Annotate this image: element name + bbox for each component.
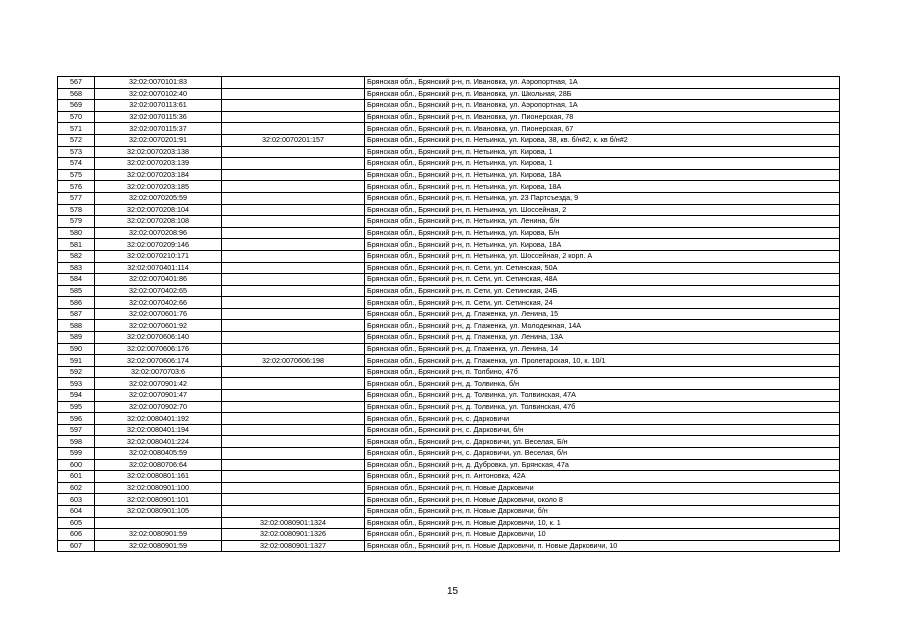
cadastral-number-cell: 32:02:0070113:61 [95,100,222,112]
row-number-cell: 594 [58,390,95,402]
table-row [58,471,840,483]
table-row [58,216,840,228]
cadastral-number-cell: 32:02:0070703:6 [95,366,222,378]
building-cadastral-number-cell [222,459,365,471]
address-cell: Брянская обл., Брянский р-н, п. Ивановка, ул. Аэропортная, 1А [365,100,840,112]
cadastral-number-cell: 32:02:0070209:146 [95,239,222,251]
table-row [58,297,840,309]
table-row [58,355,840,367]
row-number-cell: 591 [58,355,95,367]
row-number-cell: 606 [58,529,95,541]
table-row [58,250,840,262]
address-cell: Брянская обл., Брянский р-н, д. Глаженка, ул. Пролетарская, 10, к. 10/1 [365,355,840,367]
cadastral-number-cell: 32:02:0070101:83 [95,77,222,89]
table-row [58,320,840,332]
cadastral-number-cell: 32:02:0070901:47 [95,390,222,402]
row-number-cell: 593 [58,378,95,390]
building-cadastral-number-cell [222,494,365,506]
table-row [58,517,840,529]
address-cell: Брянская обл., Брянский р-н, п. Ивановка, ул. Пионерская, 67 [365,123,840,135]
address-cell: Брянская обл., Брянский р-н, п. Сети, ул. Сетинская, 24Б [365,285,840,297]
table-row [58,146,840,158]
row-number-cell: 584 [58,274,95,286]
cadastral-number-cell: 32:02:0070208:104 [95,204,222,216]
cadastral-number-cell: 32:02:0070102:40 [95,88,222,100]
cadastral-number-cell: 32:02:0070402:65 [95,285,222,297]
table-row [58,308,840,320]
row-number-cell: 569 [58,100,95,112]
row-number-cell: 588 [58,320,95,332]
row-number-cell: 573 [58,146,95,158]
cadastral-number-cell: 32:02:0080401:224 [95,436,222,448]
address-cell: Брянская обл., Брянский р-н, д. Толвинка, б/н [365,378,840,390]
table-row [58,123,840,135]
row-number-cell: 581 [58,239,95,251]
table-row [58,285,840,297]
cadastral-number-cell: 32:02:0070901:42 [95,378,222,390]
address-cell: Брянская обл., Брянский р-н, п. Нетьинка, ул. Кирова, 18А [365,169,840,181]
row-number-cell: 579 [58,216,95,228]
address-cell: Брянская обл., Брянский р-н, п. Нетьинка, ул. Кирова, 18А [365,181,840,193]
cadastral-number-cell: 32:02:0070601:76 [95,308,222,320]
building-cadastral-number-cell [222,169,365,181]
cadastral-number-cell: 32:02:0080706:64 [95,459,222,471]
cadastral-number-cell: 32:02:0070203:139 [95,158,222,170]
table-row [58,134,840,146]
row-number-cell: 583 [58,262,95,274]
table-row [58,366,840,378]
row-number-cell: 577 [58,192,95,204]
row-number-cell: 607 [58,540,95,552]
building-cadastral-number-cell [222,158,365,170]
row-number-cell: 602 [58,482,95,494]
building-cadastral-number-cell: 32:02:0070201:157 [222,134,365,146]
building-cadastral-number-cell [222,111,365,123]
cadastral-number-cell: 32:02:0080901:100 [95,482,222,494]
building-cadastral-number-cell [222,436,365,448]
cadastral-number-cell: 32:02:0070210:171 [95,250,222,262]
address-cell: Брянская обл., Брянский р-н, с. Дарковичи, ул. Веселая, б/н [365,448,840,460]
row-number-cell: 605 [58,517,95,529]
cadastral-number-cell: 32:02:0080405:59 [95,448,222,460]
address-cell: Брянская обл., Брянский р-н, д. Дубровка, ул. Брянская, 47а [365,459,840,471]
property-register-table [57,76,840,552]
row-number-cell: 592 [58,366,95,378]
row-number-cell: 590 [58,343,95,355]
building-cadastral-number-cell [222,204,365,216]
table-row [58,540,840,552]
table-body [58,77,840,552]
cadastral-number-cell: 32:02:0080901:59 [95,529,222,541]
table-row [58,459,840,471]
address-cell: Брянская обл., Брянский р-н, п. Нетьинка, ул. Кирова, 1 [365,158,840,170]
address-cell: Брянская обл., Брянский р-н, п. Ивановка, ул. Школьная, 28Б [365,88,840,100]
address-cell: Брянская обл., Брянский р-н, д. Толвинка, ул. Толвинская, 47б [365,401,840,413]
building-cadastral-number-cell [222,424,365,436]
building-cadastral-number-cell [222,192,365,204]
cadastral-number-cell: 32:02:0070606:176 [95,343,222,355]
row-number-cell: 578 [58,204,95,216]
cadastral-number-cell: 32:02:0070606:140 [95,332,222,344]
cadastral-number-cell: 32:02:0070115:36 [95,111,222,123]
cadastral-number-cell: 32:02:0070203:138 [95,146,222,158]
table-row [58,111,840,123]
row-number-cell: 571 [58,123,95,135]
address-cell: Брянская обл., Брянский р-н, п. Новые Дарковичи, б/н [365,505,840,517]
building-cadastral-number-cell [222,146,365,158]
table-row [58,332,840,344]
building-cadastral-number-cell [222,239,365,251]
table-row [58,436,840,448]
cadastral-number-cell: 32:02:0070203:184 [95,169,222,181]
row-number-cell: 585 [58,285,95,297]
address-cell: Брянская обл., Брянский р-н, п. Нетьинка, ул. Кирова, 1 [365,146,840,158]
address-cell: Брянская обл., Брянский р-н, с. Дарковичи, б/н [365,424,840,436]
row-number-cell: 567 [58,77,95,89]
address-cell: Брянская обл., Брянский р-н, п. Нетьинка, ул. Шоссейная, 2 корп. А [365,250,840,262]
table-row [58,204,840,216]
row-number-cell: 568 [58,88,95,100]
address-cell: Брянская обл., Брянский р-н, д. Глаженка, ул. Ленина, 14 [365,343,840,355]
address-cell: Брянская обл., Брянский р-н, п. Ивановка, ул. Пионерская, 78 [365,111,840,123]
table-row [58,88,840,100]
building-cadastral-number-cell [222,390,365,402]
row-number-cell: 598 [58,436,95,448]
address-cell: Брянская обл., Брянский р-н, с. Дарковичи [365,413,840,425]
building-cadastral-number-cell [222,471,365,483]
table-row [58,343,840,355]
building-cadastral-number-cell [222,343,365,355]
row-number-cell: 595 [58,401,95,413]
table-row [58,227,840,239]
address-cell: Брянская обл., Брянский р-н, п. Ивановка, ул. Аэропортная, 1А [365,77,840,89]
row-number-cell: 586 [58,297,95,309]
table-row [58,494,840,506]
building-cadastral-number-cell [222,482,365,494]
building-cadastral-number-cell: 32:02:0070606:198 [222,355,365,367]
address-cell: Брянская обл., Брянский р-н, п. Нетьинка, ул. Шоссейная, 2 [365,204,840,216]
cadastral-number-cell: 32:02:0070205:59 [95,192,222,204]
address-cell: Брянская обл., Брянский р-н, п. Новые Дарковичи, 10 [365,529,840,541]
cadastral-number-cell: 32:02:0080801:161 [95,471,222,483]
cadastral-number-cell: 32:02:0070203:185 [95,181,222,193]
address-cell: Брянская обл., Брянский р-н, д. Глаженка, ул. Ленина, 15 [365,308,840,320]
table-row [58,448,840,460]
row-number-cell: 589 [58,332,95,344]
table-row [58,158,840,170]
cadastral-number-cell: 32:02:0080401:192 [95,413,222,425]
cadastral-number-cell: 32:02:0070902:70 [95,401,222,413]
address-cell: Брянская обл., Брянский р-н, п. Нетьинка, ул. Кирова, 18А [365,239,840,251]
building-cadastral-number-cell [222,274,365,286]
table-row [58,262,840,274]
building-cadastral-number-cell [222,285,365,297]
row-number-cell: 599 [58,448,95,460]
row-number-cell: 601 [58,471,95,483]
address-cell: Брянская обл., Брянский р-н, п. Нетьинка, ул. 23 Партсъезда, 9 [365,192,840,204]
row-number-cell: 582 [58,250,95,262]
address-cell: Брянская обл., Брянский р-н, п. Новые Дарковичи, 10, к. 1 [365,517,840,529]
row-number-cell: 604 [58,505,95,517]
building-cadastral-number-cell [222,262,365,274]
row-number-cell: 575 [58,169,95,181]
building-cadastral-number-cell [222,100,365,112]
cadastral-number-cell [95,517,222,529]
row-number-cell: 572 [58,134,95,146]
building-cadastral-number-cell [222,181,365,193]
address-cell: Брянская обл., Брянский р-н, п. Нетьинка, ул. Кирова, Б/н [365,227,840,239]
building-cadastral-number-cell: 32:02:0080901:1327 [222,540,365,552]
building-cadastral-number-cell [222,88,365,100]
row-number-cell: 580 [58,227,95,239]
building-cadastral-number-cell [222,448,365,460]
table-row [58,192,840,204]
table-row [58,100,840,112]
address-cell: Брянская обл., Брянский р-н, п. Нетьинка, ул. Кирова, 38, кв. б/н#2, к. кв б/н#2 [365,134,840,146]
cadastral-number-cell: 32:02:0070208:96 [95,227,222,239]
building-cadastral-number-cell [222,413,365,425]
building-cadastral-number-cell [222,505,365,517]
address-cell: Брянская обл., Брянский р-н, с. Дарковичи, ул. Веселая, Б/н [365,436,840,448]
address-cell: Брянская обл., Брянский р-н, п. Антоновка, 42А [365,471,840,483]
cadastral-number-cell: 32:02:0070401:114 [95,262,222,274]
building-cadastral-number-cell [222,401,365,413]
row-number-cell: 576 [58,181,95,193]
table-row [58,413,840,425]
row-number-cell: 587 [58,308,95,320]
table-row [58,181,840,193]
row-number-cell: 597 [58,424,95,436]
table-row [58,401,840,413]
address-cell: Брянская обл., Брянский р-н, п. Сети, ул. Сетинская, 48А [365,274,840,286]
table-row [58,505,840,517]
table-row [58,77,840,89]
building-cadastral-number-cell [222,250,365,262]
table-row [58,169,840,181]
address-cell: Брянская обл., Брянский р-н, д. Толвинка, ул. Толвинская, 47А [365,390,840,402]
cadastral-number-cell: 32:02:0070208:108 [95,216,222,228]
table-row [58,378,840,390]
cadastral-number-cell: 32:02:0080901:59 [95,540,222,552]
cadastral-number-cell: 32:02:0070115:37 [95,123,222,135]
table-row [58,529,840,541]
table-row [58,239,840,251]
cadastral-number-cell: 32:02:0080901:105 [95,505,222,517]
table-row [58,424,840,436]
address-cell: Брянская обл., Брянский р-н, п. Сети, ул. Сетинская, 24 [365,297,840,309]
cadastral-number-cell: 32:02:0070401:86 [95,274,222,286]
cadastral-number-cell: 32:02:0080901:101 [95,494,222,506]
cadastral-number-cell: 32:02:0080401:194 [95,424,222,436]
building-cadastral-number-cell [222,308,365,320]
address-cell: Брянская обл., Брянский р-н, п. Нетьинка, ул. Ленина, б/н [365,216,840,228]
building-cadastral-number-cell [222,378,365,390]
table-row [58,274,840,286]
building-cadastral-number-cell [222,77,365,89]
cadastral-number-cell: 32:02:0070402:66 [95,297,222,309]
row-number-cell: 600 [58,459,95,471]
row-number-cell: 596 [58,413,95,425]
table-row [58,390,840,402]
address-cell: Брянская обл., Брянский р-н, д. Глаженка, ул. Молодежная, 14А [365,320,840,332]
address-cell: Брянская обл., Брянский р-н, п. Новые Дарковичи, п. Новые Дарковичи, 10 [365,540,840,552]
building-cadastral-number-cell [222,227,365,239]
page-number: 15 [446,586,459,597]
address-cell: Брянская обл., Брянский р-н, д. Глаженка, ул. Ленина, 13А [365,332,840,344]
building-cadastral-number-cell [222,332,365,344]
row-number-cell: 570 [58,111,95,123]
table-row [58,482,840,494]
building-cadastral-number-cell [222,320,365,332]
building-cadastral-number-cell [222,366,365,378]
row-number-cell: 574 [58,158,95,170]
row-number-cell: 603 [58,494,95,506]
building-cadastral-number-cell [222,297,365,309]
address-cell: Брянская обл., Брянский р-н, п. Толбино, 47б [365,366,840,378]
address-cell: Брянская обл., Брянский р-н, п. Новые Дарковичи, около 8 [365,494,840,506]
address-cell: Брянская обл., Брянский р-н, п. Сети, ул. Сетинская, 50А [365,262,840,274]
building-cadastral-number-cell: 32:02:0080901:1324 [222,517,365,529]
cadastral-number-cell: 32:02:0070601:92 [95,320,222,332]
building-cadastral-number-cell [222,123,365,135]
building-cadastral-number-cell [222,216,365,228]
building-cadastral-number-cell: 32:02:0080901:1326 [222,529,365,541]
cadastral-number-cell: 32:02:0070201:91 [95,134,222,146]
cadastral-number-cell: 32:02:0070606:174 [95,355,222,367]
address-cell: Брянская обл., Брянский р-н, п. Новые Дарковичи [365,482,840,494]
